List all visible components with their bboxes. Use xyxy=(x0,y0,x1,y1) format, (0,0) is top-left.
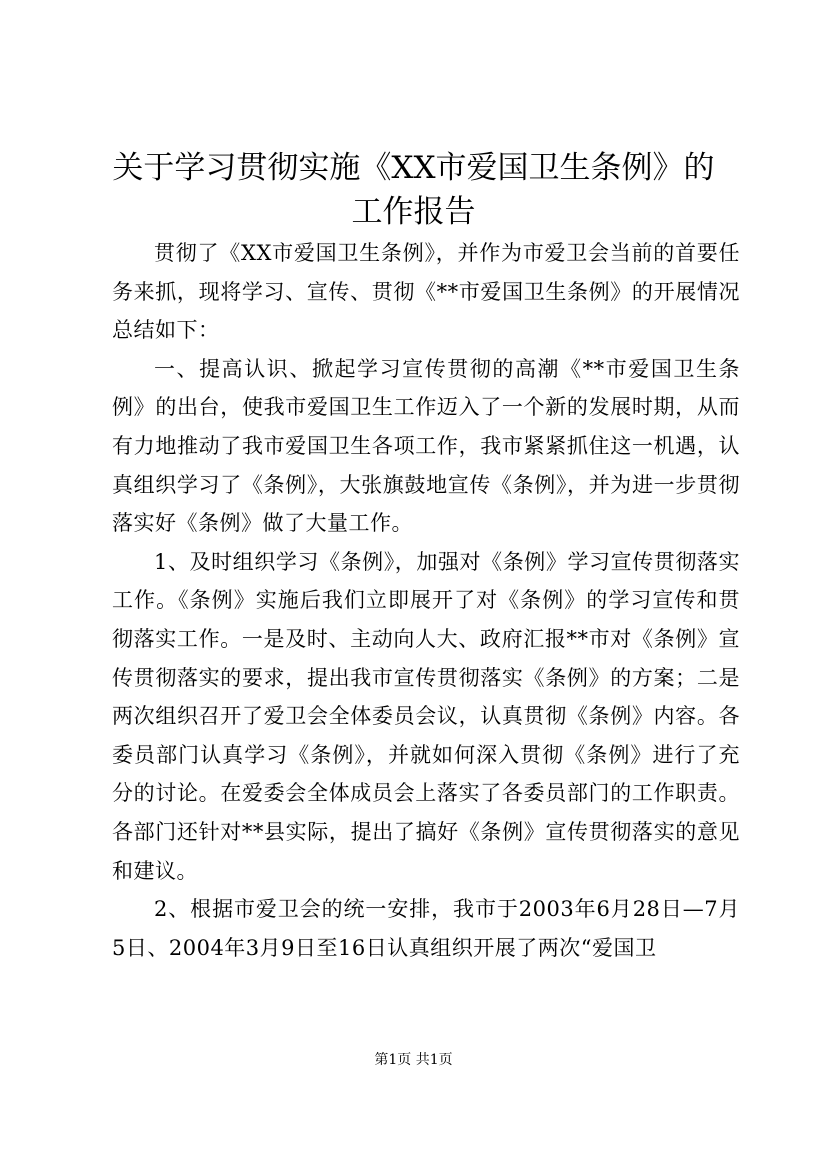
paragraph-item-2: 2、根据市爱卫会的统一安排，我市于2003年6月28日—7月5日、2004年3月9日至16日认真组织开展了两次“爱国卫 xyxy=(112,897,740,960)
document-title-line-1: 关于学习贯彻实施《XX市爱国卫生条例》的 xyxy=(112,150,715,186)
page-footer: 第1页 共1页 xyxy=(374,1052,453,1068)
document-body xyxy=(112,234,740,967)
document-title-line-2: 工作报告 xyxy=(351,194,476,230)
paragraph-item-1: 1、及时组织学习《条例》，加强对《条例》学习宣传贯彻落实工作。《条例》实施后我们立即展开了对《条例》的学习宣传和贯彻落实工作。一是及时、主动向人大、政府汇报**市对《条例》宣传贯彻落实的要求，提出我市宣传贯彻落实《条例》的方案；二是两次组织召开了爱卫会全体委员会议，认真贯彻《条例》内容。各委员部门认真学习《条例》，并就如何深入贯彻《条例》进行了充分的讨论。在爱委会全体成员会上落实了各委员部门的工作职责。各部门还针对**县实际，提出了搞好《条例》宣传贯彻落实的意见和建议。 xyxy=(112,549,740,883)
paragraph-section-1: 一、提高认识、掀起学习宣传贯彻的高潮《**市爱国卫生条例》的出台，使我市爱国卫生工作迈入了一个新的发展时期，从而有力地推动了我市爱国卫生各项工作，我市紧紧抓住这一机遇，认真组织学习了《条例》，大张旗鼓地宣传《条例》，并为进一步贯彻落实好《条例》做了大量工作。 xyxy=(112,356,740,536)
paragraph-intro: 贯彻了《XX市爱国卫生条例》，并作为市爱卫会当前的首要任务来抓，现将学习、宣传、贯彻《**市爱国卫生条例》的开展情况总结如下： xyxy=(112,241,740,343)
